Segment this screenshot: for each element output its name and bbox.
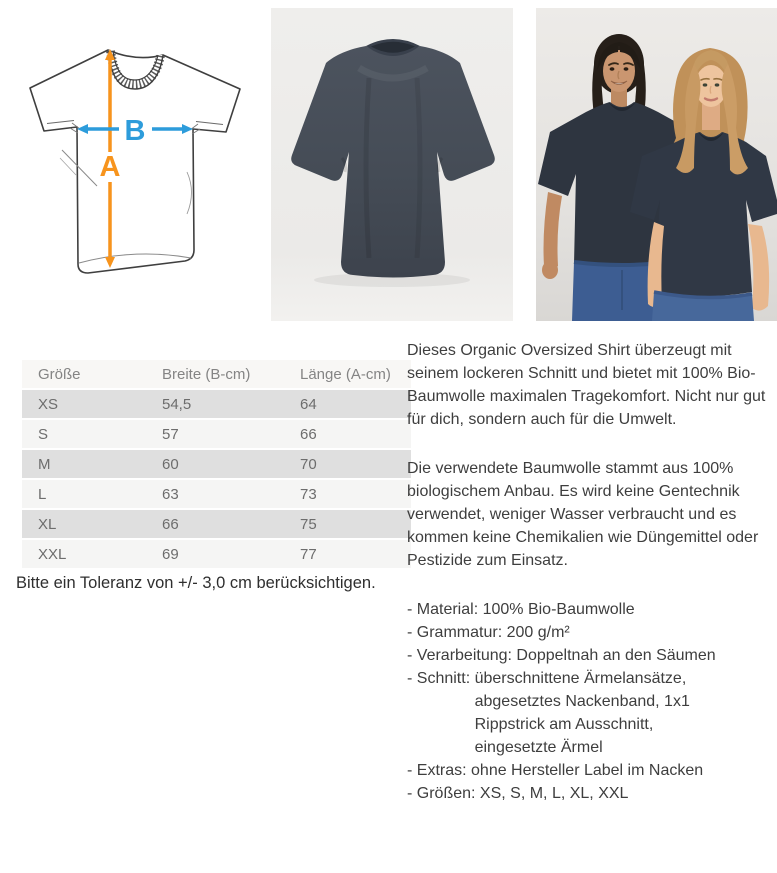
detail-groessen: - Größen : XS, S, M, L, XL, XXL [407,782,775,805]
table-row: L 63 73 [22,480,411,508]
table-row: XXL 69 77 [22,540,411,568]
oversized-shirt-illustration [271,8,513,321]
column-groesse: Größe [22,360,161,388]
product-media-row [0,0,777,330]
models-illustration [536,8,777,321]
table-row: S 57 66 [22,420,411,448]
model-woman [630,48,777,321]
detail-schnitt: - Schnitt : überschnittene Ärmelansätze, abgesetztes Nackenband, 1x1 Rippstrick am Ausschnitt, eingesetzte Ärmel [407,667,775,759]
tolerance-note: Bitte ein Toleranz von +/- 3,0 cm berücksichtigen. [16,574,376,592]
column-laenge: Länge (A-cm) [299,360,411,388]
size-diagram-image [0,0,260,330]
size-table [22,358,411,570]
product-details-list [407,598,775,805]
product-photo [271,8,513,321]
detail-verarbeitung: - Verarbeitung : Doppeltnah an den Säumen [407,644,775,667]
label-A: A [99,151,121,183]
size-table-header-row [22,360,411,388]
table-row: XL 66 75 [22,510,411,538]
label-B: B [124,115,146,147]
tshirt-outline-drawing [30,50,240,273]
models-photo [536,8,777,321]
detail-material: - Material : 100% Bio-Baumwolle [407,598,775,621]
table-row: XS 54,5 64 [22,390,411,418]
description-paragraph: Die verwendete Baumwolle stammt aus 100% biologischem Anbau. Es wird keine Gentechnik verwendet, weniger Wasser verbraucht und es kommen keine Chemikalien wie Düngemittel oder Pestizide zum Einsatz. [407,460,759,569]
description-paragraph: Dieses Organic Oversized Shirt überzeugt mit seinem lockeren Schnitt und bietet mit 100% Bio-Baumwolle maximalen Tragekomfort. Nicht nur gut für dich, sondern auch für die Umwelt. [407,342,766,428]
column-breite: Breite (B-cm) [161,360,299,388]
table-row: M 60 70 [22,450,411,478]
detail-extras: - Extras : ohne Hersteller Label im Nacken [407,759,775,782]
product-description [407,339,775,805]
detail-grammatur: - Grammatur : 200 g/m² [407,621,775,644]
